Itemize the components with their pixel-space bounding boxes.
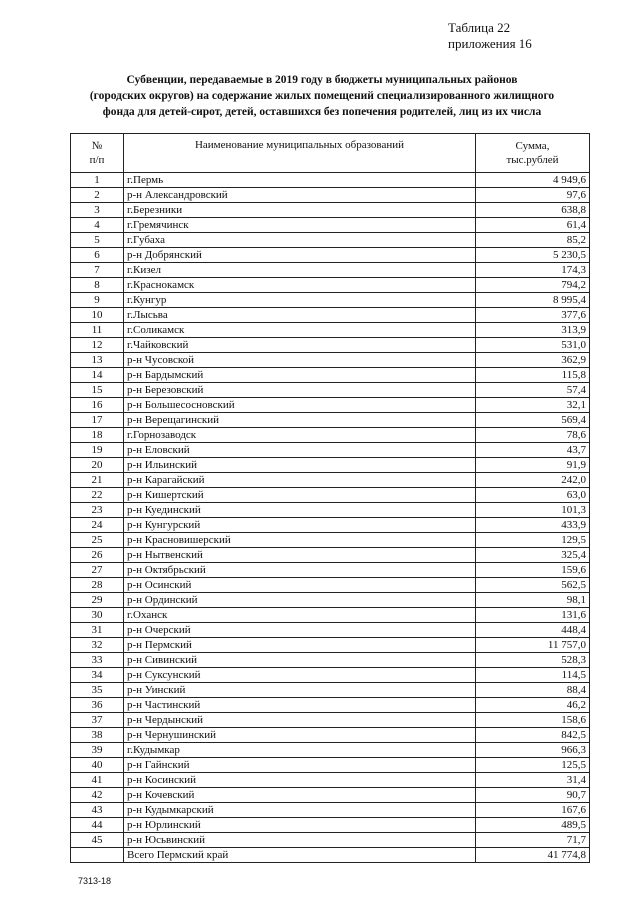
amount-cell: 562,5 bbox=[476, 578, 590, 593]
amount-cell: 842,5 bbox=[476, 728, 590, 743]
row-number-cell: 8 bbox=[71, 278, 124, 293]
amount-cell: 91,9 bbox=[476, 458, 590, 473]
table-row bbox=[71, 503, 590, 518]
row-number-cell: 31 bbox=[71, 623, 124, 638]
row-number-cell: 13 bbox=[71, 353, 124, 368]
amount-cell: 362,9 bbox=[476, 353, 590, 368]
row-number-cell: 1 bbox=[71, 173, 124, 188]
municipality-name-cell: р-н Кишертский bbox=[124, 488, 476, 503]
municipality-name-cell: г.Соликамск bbox=[124, 323, 476, 338]
table-row bbox=[71, 368, 590, 383]
row-number-cell: 17 bbox=[71, 413, 124, 428]
municipality-name-cell: р-н Бардымский bbox=[124, 368, 476, 383]
table-row bbox=[71, 623, 590, 638]
municipality-name-cell: Всего Пермский край bbox=[124, 848, 476, 863]
row-number-cell: 16 bbox=[71, 398, 124, 413]
amount-cell: 97,6 bbox=[476, 188, 590, 203]
table-row bbox=[71, 308, 590, 323]
municipality-name-cell: р-н Ильинский bbox=[124, 458, 476, 473]
amount-cell: 57,4 bbox=[476, 383, 590, 398]
municipality-name-cell: р-н Ординский bbox=[124, 593, 476, 608]
document-code: 7313-18 bbox=[78, 876, 112, 886]
table-row bbox=[71, 278, 590, 293]
amount-cell: 31,4 bbox=[476, 773, 590, 788]
municipality-name-cell: г.Лысьва bbox=[124, 308, 476, 323]
amount-cell: 5 230,5 bbox=[476, 248, 590, 263]
table-row bbox=[71, 458, 590, 473]
amount-cell: 448,4 bbox=[476, 623, 590, 638]
amount-cell: 32,1 bbox=[476, 398, 590, 413]
table-row bbox=[71, 218, 590, 233]
table-row bbox=[71, 698, 590, 713]
table-row bbox=[71, 518, 590, 533]
row-number-cell: 15 bbox=[71, 383, 124, 398]
amount-cell: 115,8 bbox=[476, 368, 590, 383]
table-row bbox=[71, 173, 590, 188]
row-number-cell: 5 bbox=[71, 233, 124, 248]
amount-cell: 8 995,4 bbox=[476, 293, 590, 308]
table-row bbox=[71, 578, 590, 593]
row-number-cell: 4 bbox=[71, 218, 124, 233]
table-row bbox=[71, 203, 590, 218]
municipality-name-cell: р-н Гайнский bbox=[124, 758, 476, 773]
amount-cell: 433,9 bbox=[476, 518, 590, 533]
appendix-label: приложения 16 bbox=[448, 36, 532, 51]
table-row bbox=[71, 608, 590, 623]
amount-cell: 90,7 bbox=[476, 788, 590, 803]
municipality-name-cell: г.Губаха bbox=[124, 233, 476, 248]
row-number-cell: 26 bbox=[71, 548, 124, 563]
amount-cell: 528,3 bbox=[476, 653, 590, 668]
municipality-name-cell: р-н Сивинский bbox=[124, 653, 476, 668]
municipality-name-cell: р-н Пермский bbox=[124, 638, 476, 653]
municipality-name-cell: р-н Юсьвинский bbox=[124, 833, 476, 848]
table-row bbox=[71, 818, 590, 833]
municipality-name-cell: г.Оханск bbox=[124, 608, 476, 623]
municipality-name-cell: г.Гремячинск bbox=[124, 218, 476, 233]
row-number-cell: 23 bbox=[71, 503, 124, 518]
table-row bbox=[71, 683, 590, 698]
row-number-cell: 45 bbox=[71, 833, 124, 848]
municipality-name-cell: р-н Октябрьский bbox=[124, 563, 476, 578]
amount-cell: 125,5 bbox=[476, 758, 590, 773]
total-row bbox=[71, 848, 590, 863]
amount-cell: 98,1 bbox=[476, 593, 590, 608]
table-row bbox=[71, 428, 590, 443]
column-header-name-label: Наименование муниципальных образований bbox=[194, 139, 405, 151]
table-row bbox=[71, 758, 590, 773]
table-row bbox=[71, 533, 590, 548]
municipality-name-cell: р-н Кочевский bbox=[124, 788, 476, 803]
table-row bbox=[71, 833, 590, 848]
row-number-cell: 24 bbox=[71, 518, 124, 533]
amount-cell: 85,2 bbox=[476, 233, 590, 248]
amount-cell: 129,5 bbox=[476, 533, 590, 548]
row-number-cell: 35 bbox=[71, 683, 124, 698]
column-header-number-line1: № bbox=[91, 140, 103, 152]
table-row bbox=[71, 188, 590, 203]
row-number-cell: 42 bbox=[71, 788, 124, 803]
municipality-name-cell: р-н Чердынский bbox=[124, 713, 476, 728]
row-number-cell: 32 bbox=[71, 638, 124, 653]
row-number-cell: 27 bbox=[71, 563, 124, 578]
municipality-name-cell: р-н Куединский bbox=[124, 503, 476, 518]
row-number-cell: 43 bbox=[71, 803, 124, 818]
row-number-cell: 21 bbox=[71, 473, 124, 488]
municipality-name-cell: г.Кизел bbox=[124, 263, 476, 278]
row-number-cell: 18 bbox=[71, 428, 124, 443]
table-row bbox=[71, 548, 590, 563]
amount-cell: 569,4 bbox=[476, 413, 590, 428]
municipality-name-cell: р-н Большесосновский bbox=[124, 398, 476, 413]
table-row bbox=[71, 653, 590, 668]
amount-cell: 489,5 bbox=[476, 818, 590, 833]
row-number-cell: 7 bbox=[71, 263, 124, 278]
row-number-cell: 10 bbox=[71, 308, 124, 323]
row-number-cell: 37 bbox=[71, 713, 124, 728]
municipality-name-cell: р-н Еловский bbox=[124, 443, 476, 458]
table-number-label: Таблица 22 bbox=[448, 20, 511, 35]
column-header-sum-line1: Сумма, bbox=[515, 140, 550, 152]
column-header-sum bbox=[476, 134, 590, 173]
table-row bbox=[71, 728, 590, 743]
row-number-cell: 22 bbox=[71, 488, 124, 503]
municipality-name-cell: г.Кунгур bbox=[124, 293, 476, 308]
municipality-name-cell: р-н Частинский bbox=[124, 698, 476, 713]
table-row bbox=[71, 248, 590, 263]
table-row bbox=[71, 353, 590, 368]
row-number-cell: 11 bbox=[71, 323, 124, 338]
municipality-name-cell: р-н Юрлинский bbox=[124, 818, 476, 833]
row-number-cell: 40 bbox=[71, 758, 124, 773]
column-header-number bbox=[71, 134, 124, 173]
municipality-name-cell: р-н Нытвенский bbox=[124, 548, 476, 563]
amount-cell: 531,0 bbox=[476, 338, 590, 353]
amount-cell: 46,2 bbox=[476, 698, 590, 713]
municipality-name-cell: г.Чайковский bbox=[124, 338, 476, 353]
row-number-cell: 28 bbox=[71, 578, 124, 593]
municipality-name-cell: р-н Верещагинский bbox=[124, 413, 476, 428]
amount-cell: 167,6 bbox=[476, 803, 590, 818]
row-number-cell: 3 bbox=[71, 203, 124, 218]
document-header bbox=[448, 20, 532, 52]
table-row bbox=[71, 488, 590, 503]
amount-cell: 174,3 bbox=[476, 263, 590, 278]
document-title bbox=[62, 72, 582, 120]
table-body bbox=[71, 173, 590, 863]
table-row bbox=[71, 293, 590, 308]
row-number-cell: 30 bbox=[71, 608, 124, 623]
row-number-cell: 20 bbox=[71, 458, 124, 473]
row-number-cell: 38 bbox=[71, 728, 124, 743]
row-number-cell: 19 bbox=[71, 443, 124, 458]
title-line-3: фонда для детей-сирот, детей, оставшихся без попечения родителей, лиц из их числа bbox=[102, 106, 542, 118]
amount-cell: 4 949,6 bbox=[476, 173, 590, 188]
table-row bbox=[71, 563, 590, 578]
amount-cell: 114,5 bbox=[476, 668, 590, 683]
amount-cell: 242,0 bbox=[476, 473, 590, 488]
column-header-sum-line2: тыс.рублей bbox=[506, 154, 559, 166]
table-row bbox=[71, 668, 590, 683]
municipality-name-cell: р-н Уинский bbox=[124, 683, 476, 698]
row-number-cell bbox=[71, 848, 124, 863]
table-row bbox=[71, 473, 590, 488]
table-row bbox=[71, 383, 590, 398]
amount-cell: 101,3 bbox=[476, 503, 590, 518]
municipality-name-cell: р-н Кунгурский bbox=[124, 518, 476, 533]
row-number-cell: 39 bbox=[71, 743, 124, 758]
row-number-cell: 34 bbox=[71, 668, 124, 683]
amount-cell: 638,8 bbox=[476, 203, 590, 218]
municipality-name-cell: р-н Кудымкарский bbox=[124, 803, 476, 818]
municipality-name-cell: р-н Березовский bbox=[124, 383, 476, 398]
table-row bbox=[71, 443, 590, 458]
municipality-name-cell: р-н Чернушинский bbox=[124, 728, 476, 743]
municipality-name-cell: р-н Суксунский bbox=[124, 668, 476, 683]
amount-cell: 377,6 bbox=[476, 308, 590, 323]
table-row bbox=[71, 743, 590, 758]
row-number-cell: 14 bbox=[71, 368, 124, 383]
table-row bbox=[71, 803, 590, 818]
row-number-cell: 36 bbox=[71, 698, 124, 713]
municipality-name-cell: г.Краснокамск bbox=[124, 278, 476, 293]
title-line-2: (городских округов) на содержание жилых помещений специализированного жилищного bbox=[89, 90, 555, 102]
column-header-name bbox=[124, 134, 476, 173]
amount-cell: 71,7 bbox=[476, 833, 590, 848]
table-row bbox=[71, 638, 590, 653]
table-row bbox=[71, 713, 590, 728]
row-number-cell: 44 bbox=[71, 818, 124, 833]
row-number-cell: 25 bbox=[71, 533, 124, 548]
amount-cell: 325,4 bbox=[476, 548, 590, 563]
table-row bbox=[71, 413, 590, 428]
column-header-number-line2: п/п bbox=[89, 154, 105, 166]
amount-cell: 78,6 bbox=[476, 428, 590, 443]
table-row bbox=[71, 773, 590, 788]
row-number-cell: 29 bbox=[71, 593, 124, 608]
municipality-name-cell: р-н Очерский bbox=[124, 623, 476, 638]
row-number-cell: 12 bbox=[71, 338, 124, 353]
municipality-name-cell: г.Пермь bbox=[124, 173, 476, 188]
municipality-name-cell: г.Кудымкар bbox=[124, 743, 476, 758]
table-row bbox=[71, 263, 590, 278]
table-header-row bbox=[71, 134, 590, 173]
municipality-name-cell: г.Березники bbox=[124, 203, 476, 218]
table-row bbox=[71, 398, 590, 413]
table-row bbox=[71, 338, 590, 353]
amount-cell: 966,3 bbox=[476, 743, 590, 758]
municipality-name-cell: р-н Красновишерский bbox=[124, 533, 476, 548]
table-row bbox=[71, 323, 590, 338]
title-line-1: Субвенции, передаваемые в 2019 году в бюджеты муниципальных районов bbox=[126, 74, 518, 86]
municipality-name-cell: р-н Осинский bbox=[124, 578, 476, 593]
municipality-name-cell: р-н Косинский bbox=[124, 773, 476, 788]
row-number-cell: 33 bbox=[71, 653, 124, 668]
row-number-cell: 2 bbox=[71, 188, 124, 203]
amount-cell: 313,9 bbox=[476, 323, 590, 338]
municipality-name-cell: р-н Карагайский bbox=[124, 473, 476, 488]
amount-cell: 159,6 bbox=[476, 563, 590, 578]
municipality-name-cell: р-н Чусовской bbox=[124, 353, 476, 368]
table-row bbox=[71, 593, 590, 608]
table-row bbox=[71, 788, 590, 803]
row-number-cell: 6 bbox=[71, 248, 124, 263]
amount-cell: 63,0 bbox=[476, 488, 590, 503]
row-number-cell: 41 bbox=[71, 773, 124, 788]
municipality-name-cell: р-н Александровский bbox=[124, 188, 476, 203]
amount-cell: 131,6 bbox=[476, 608, 590, 623]
amount-cell: 158,6 bbox=[476, 713, 590, 728]
subventions-table bbox=[70, 133, 590, 863]
amount-cell: 11 757,0 bbox=[476, 638, 590, 653]
municipality-name-cell: р-н Добрянский bbox=[124, 248, 476, 263]
amount-cell: 88,4 bbox=[476, 683, 590, 698]
amount-cell: 41 774,8 bbox=[476, 848, 590, 863]
amount-cell: 61,4 bbox=[476, 218, 590, 233]
table-row bbox=[71, 233, 590, 248]
amount-cell: 43,7 bbox=[476, 443, 590, 458]
municipality-name-cell: г.Горнозаводск bbox=[124, 428, 476, 443]
row-number-cell: 9 bbox=[71, 293, 124, 308]
amount-cell: 794,2 bbox=[476, 278, 590, 293]
